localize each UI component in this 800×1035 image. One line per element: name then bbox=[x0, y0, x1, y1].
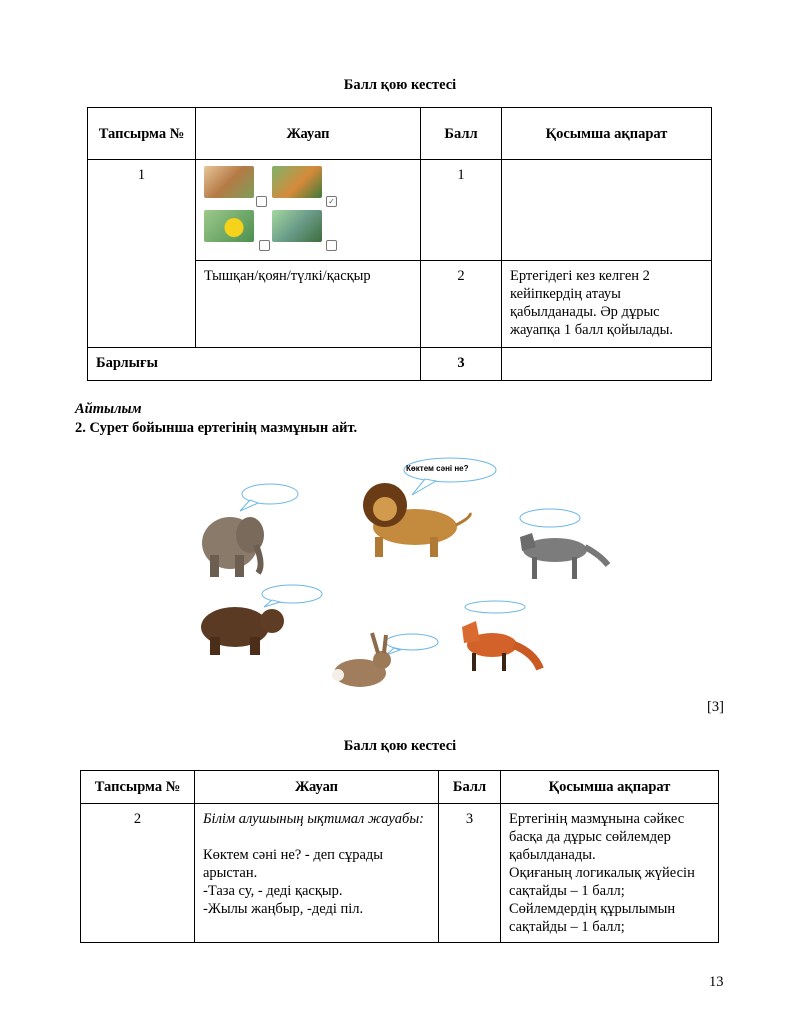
checkbox-picture-4[interactable] bbox=[326, 240, 337, 251]
bear-picture bbox=[201, 607, 284, 655]
task-2-prompt: 2. Сурет бойынша ертегінің мазмұнын айт. bbox=[75, 420, 358, 436]
scoring-table-2 bbox=[80, 770, 719, 943]
table2-header-score: Балл bbox=[439, 771, 501, 804]
answer-line: -Жылы жаңбыр, -деді піл. bbox=[203, 901, 364, 917]
info-line: Оқиғаның логикалық жүйесін сақтайды – 1 балл; bbox=[509, 865, 695, 899]
checkbox-picture-1[interactable] bbox=[256, 196, 267, 207]
info-line: Сөйлемдердің құрылымын сақтайды – 1 балл; bbox=[509, 901, 676, 935]
checkbox-picture-2[interactable]: ✓ bbox=[326, 196, 337, 207]
table1-task-number: 1 bbox=[88, 160, 196, 348]
answer-pictures bbox=[196, 160, 421, 261]
story-picture-4 bbox=[272, 210, 322, 242]
story-picture-2 bbox=[272, 166, 322, 198]
table1-total-label: Барлығы bbox=[88, 348, 421, 381]
table1-picture-info bbox=[502, 160, 712, 261]
table2-info bbox=[501, 804, 719, 943]
info-line: Ертегінің мазмұнына сәйкес басқа да дұрыс сөйлемдер қабылданады. bbox=[509, 811, 685, 863]
table2-header-answer: Жауап bbox=[195, 771, 439, 804]
scoring-table-1 bbox=[87, 107, 712, 381]
task-points: [3] bbox=[707, 699, 724, 715]
answer-line: -Таза су, - деді қасқыр. bbox=[203, 883, 343, 899]
page-number: 13 bbox=[709, 974, 724, 990]
section-label: Айтылым bbox=[75, 401, 142, 417]
table1-total-info bbox=[502, 348, 712, 381]
table1-picture-score: 1 bbox=[421, 160, 502, 261]
table1-header-info: Қосымша ақпарат bbox=[502, 108, 712, 160]
wolf-picture bbox=[520, 533, 608, 579]
table1-characters-answer: Тышқан/қоян/түлкі/қасқыр bbox=[196, 261, 421, 348]
table2-score: 3 bbox=[439, 804, 501, 943]
story-illustration bbox=[180, 455, 620, 695]
table1-total-score: 3 bbox=[421, 348, 502, 381]
table1-header-score: Балл bbox=[421, 108, 502, 160]
story-picture-1 bbox=[204, 166, 254, 198]
lion-speech-bubble: Көктем сәні не? bbox=[406, 464, 469, 473]
answer-line: Көктем сәні не? - деп сұрады арыстан. bbox=[203, 847, 384, 881]
table2-task-number: 2 bbox=[81, 804, 195, 943]
story-picture-3 bbox=[204, 210, 254, 242]
table1-header-answer: Жауап bbox=[196, 108, 421, 160]
table2-header-task: Тапсырма № bbox=[81, 771, 195, 804]
elephant-picture bbox=[202, 517, 264, 577]
table2-answer bbox=[195, 804, 439, 943]
answer-intro: Білім алушының ықтимал жауабы: bbox=[203, 811, 424, 827]
table1-title: Балл қою кестесі bbox=[343, 77, 457, 93]
table1-header-task: Тапсырма № bbox=[88, 108, 196, 160]
table1-characters-info: Ертегідегі кез келген 2 кейіпкердің атауы қабылданады. Әр дұрыс жауапқа 1 балл қойылады. bbox=[502, 261, 712, 348]
rabbit-picture bbox=[332, 633, 391, 687]
table1-characters-score: 2 bbox=[421, 261, 502, 348]
table2-title: Балл қою кестесі bbox=[343, 738, 457, 754]
checkbox-picture-3[interactable] bbox=[259, 240, 270, 251]
table2-header-info: Қосымша ақпарат bbox=[501, 771, 719, 804]
lion-picture bbox=[363, 483, 470, 557]
fox-picture bbox=[462, 621, 540, 671]
